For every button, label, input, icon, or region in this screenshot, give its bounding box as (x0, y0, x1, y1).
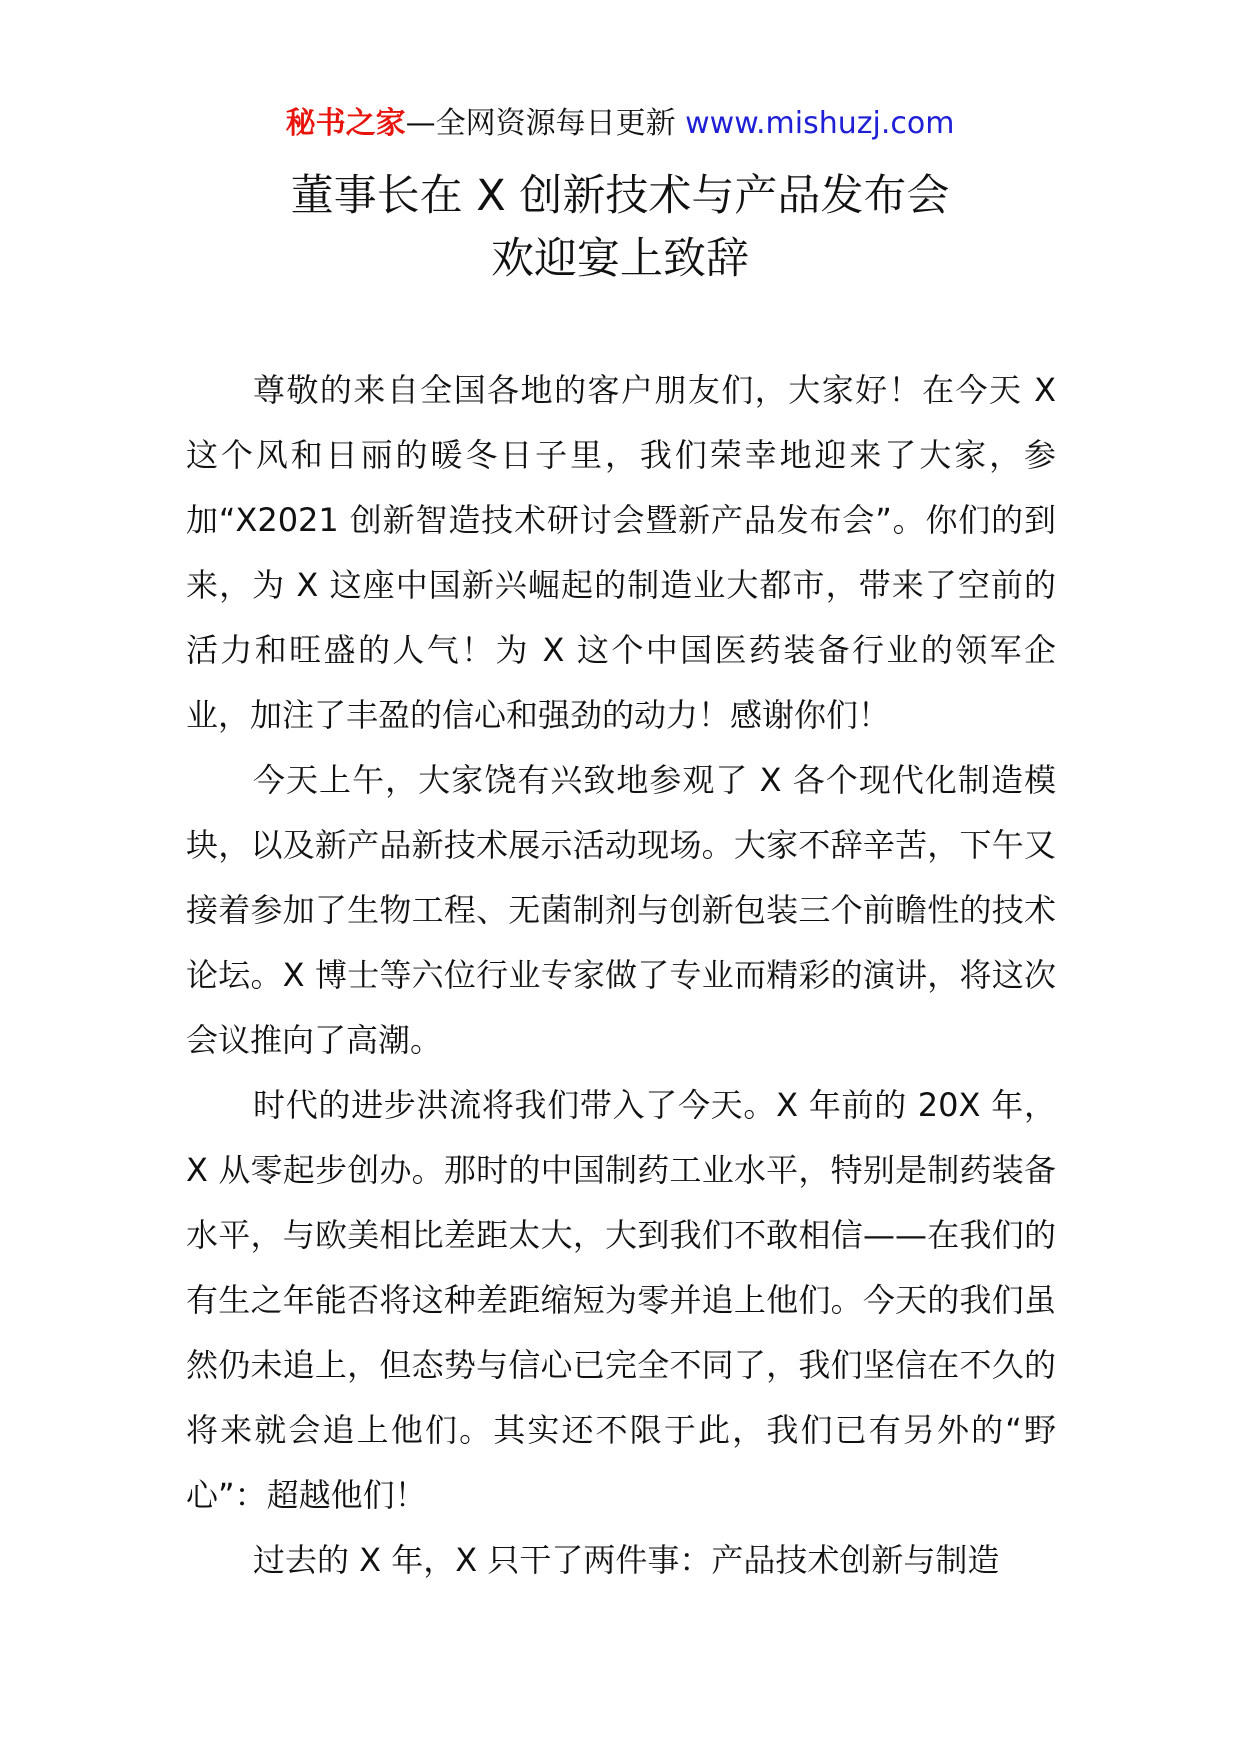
site-url-link[interactable]: www.mishuzj.com (685, 106, 955, 141)
document-title-line-2: 欢迎宴上致辞 (491, 234, 749, 284)
site-brand: 秘书之家 (285, 106, 406, 141)
paragraph-1: 尊敬的来自全国各地的客户朋友们，大家好！在今天 X 这个风和日丽的暖冬日子里，我们荣幸地迎来了大家，参加“X2021 创新智造技术研讨会暨新产品发布会”。你们的到来，为 X 这座中国新兴崛起的制造业大都市，带来了空前的活力和旺盛的人气！为 X 这个中国医药装备行业的领军企业，加注了丰盈的信心和强劲的动力！感谢你们！ (186, 371, 1056, 734)
site-tagline: —全网资源每日更新 (405, 106, 676, 141)
document-title-line-1: 董事长在 X 创新技术与产品发布会 (290, 171, 950, 221)
document-body (186, 358, 1056, 1593)
paragraph-2: 今天上午，大家饶有兴致地参观了 X 各个现代化制造模块，以及新产品新技术展示活动现场。大家不辞辛苦，下午又接着参加了生物工程、无菌制剂与创新包装三个前瞻性的技术论坛。X 博士等六位行业专家做了专业而精彩的演讲，将这次会议推向了高潮。 (186, 761, 1056, 1059)
paragraph-3: 时代的进步洪流将我们带入了今天。X 年前的 20X 年，X 从零起步创办。那时的中国制药工业水平，特别是制药装备水平，与欧美相比差距太大，大到我们不敢相信——在我们的有生之年能否将这种差距缩短为零并追上他们。今天的我们虽然仍未追上，但态势与信心已完全不同了，我们坚信在不久的将来就会追上他们。其实还不限于此，我们已有另外的“野心”：超越他们！ (186, 1086, 1056, 1514)
paragraph-4: 过去的 X 年，X 只干了两件事：产品技术创新与制造 (253, 1541, 1000, 1579)
site-header (0, 102, 1240, 146)
